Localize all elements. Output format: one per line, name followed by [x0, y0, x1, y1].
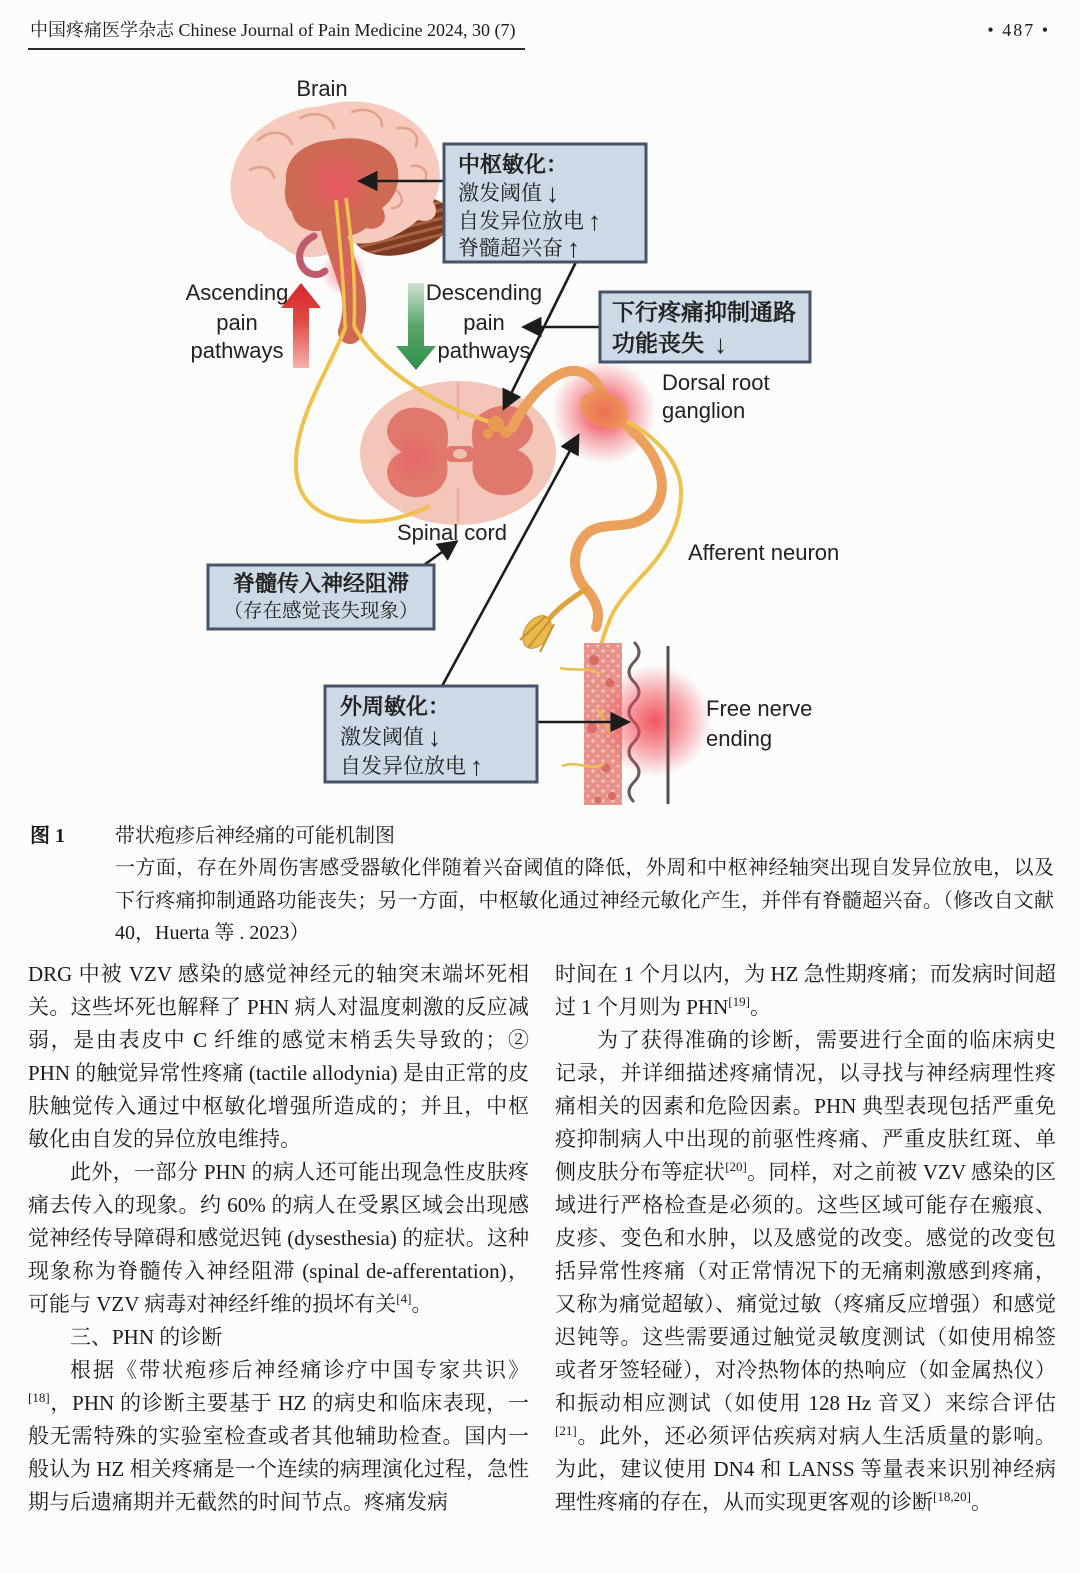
paragraph: 为了获得准确的诊断，需要进行全面的临床病史记录，并详细描述疼痛情况，以寻找与神经病理性疼痛相关的因素和危险因素。PHN 典型表现包括严重免疫抑制病人中出现的前驱性疼痛、严重皮肤红斑、单侧皮肤分布等症状[20]。同样，对之前被 VZV 感染的区域进行严格检查是必须的。这些区域可能存在瘢痕、皮疹、变色和水肿，以及感觉的改变。感觉的改变包括异常性疼痛（对正常情况下的无痛刺激感到疼痛，又称为痛觉超敏）、痛觉过敏（疼痛反应增强）和感觉迟钝等。这些需要通过触觉灵敏度测试（如使用棉签或者牙签轻碰），对冷热物体的热响应（如金属热仪）和振动相应测试（如使用 128 Hz 音叉）来综合评估[21]。此外，还必须评估疾病对病人生活质量的影响。为此，建议使用 DN4 和 LANSS 等量表来识别神经病理性疼痛的存在，从而实现更客观的诊断[18,20]。 [555, 1028, 1057, 1514]
descending-box-line1: 下行疼痛抑制通路 [612, 299, 796, 325]
descending-box-line2: 功能丧失 [612, 330, 704, 356]
paragraph: 此外，一部分 PHN 的病人还可能出现急性皮肤疼痛去传入的现象。约 60% 的病人在受累区域会出现感觉神经传导障碍和感觉迟钝 (dysesthesia) 的症状。这种现象称为脊髓传入神经阻滞 (spinal de-afferentation)，可能与 VZV 病毒对神经纤维的损坏有关[4]。 [28, 1160, 529, 1316]
free-nerve-ending-label: ending [706, 726, 773, 751]
descending-label: pathways [437, 338, 531, 363]
deaff-box-line1: 脊髓传入神经阻滞 [232, 571, 410, 596]
peripheral-sensitization-box [325, 686, 537, 782]
ascending-label: pain [216, 310, 258, 335]
page-header [28, 16, 1050, 50]
ascending-label: Ascending [185, 280, 289, 305]
page-number: • 487 • [987, 20, 1050, 40]
peripheral-box-item: 激发阈值 [340, 726, 424, 749]
brain-label: Brain [296, 76, 348, 101]
right-column [555, 958, 1056, 1519]
peripheral-box-item: 自发异位放电 [340, 755, 466, 778]
figure-caption-tag: 图 1 [30, 825, 65, 847]
paragraph: 根据《带状疱疹后神经痛诊疗中国专家共识》[18]，PHN 的诊断主要基于 HZ 的病史和临床表现，一般无需特殊的实验室检查或者其他辅助检查。国内一般认为 HZ 相关疼痛是一个连续的病理演化过程，急性期与后遗痛期并无截然的时间节点。疼痛发病 [28, 1358, 529, 1514]
article-body [28, 958, 1056, 1519]
dorsal-root-ganglion-label: Dorsal root [662, 370, 770, 395]
figure-caption [30, 820, 1054, 950]
paragraph: 时间在 1 个月以内，为 HZ 急性期疼痛；而发病时间超过 1 个月则为 PHN[19]。 [555, 962, 1056, 1019]
down-arrow-icon: ↓ [546, 178, 559, 208]
descending-label: pain [463, 310, 505, 335]
drg-glow-inner [576, 384, 632, 440]
central-box-title: 中枢敏化： [458, 152, 569, 177]
free-nerve-ending-label: Free nerve [706, 696, 813, 721]
ascending-label: pathways [190, 338, 284, 363]
central-box-item: 脊髓超兴奋 [458, 237, 563, 260]
down-arrow-icon: ↓ [714, 329, 727, 359]
dorsal-root-ganglion-label: ganglion [662, 398, 746, 423]
paragraph: DRG 中被 VZV 感染的感觉神经元的轴突末端坏死相关。这些坏死也解释了 PHN 病人对温度刺激的反应减弱，是由表皮中 C 纤维的感觉末梢丢失导致的；② PHN 的触觉异常性疼痛 (tactile allodynia) 是由正常的皮肤触觉传入通过中枢敏化增强所造成的；并且，中枢敏化由自发的异位放电维持。 [28, 962, 529, 1151]
section-heading: 三、PHN 的诊断 [70, 1325, 223, 1349]
mechanism-figure [0, 68, 1080, 818]
descending-label: Descending [425, 280, 543, 305]
journal-title: 中国疼痛医学杂志 Chinese Journal of Pain Medicine 2024, 30 (7) [28, 16, 525, 50]
spinal-cord-label: Spinal cord [396, 520, 508, 545]
central-box-item: 自发异位放电 [458, 210, 584, 233]
afferent-neuron-label: Afferent neuron [688, 540, 840, 565]
deafferentation-box [208, 565, 434, 629]
up-arrow-icon: ↑ [588, 206, 601, 236]
central-box-item: 激发阈值 [458, 182, 542, 205]
deaff-box-line2: （存在感觉丧失现象） [223, 600, 419, 622]
up-arrow-icon: ↑ [567, 233, 580, 263]
figure-caption-title: 带状疱疹后神经痛的可能机制图 [115, 825, 395, 847]
peripheral-box-title: 外周敏化： [340, 694, 451, 719]
tassel-stem [550, 589, 586, 618]
left-column [28, 958, 529, 1519]
skin-illustration [560, 642, 711, 805]
figure-caption-body: 一方面，存在外周伤害感受器敏化伴随着兴奋阈值的降低，外周和中枢神经轴突出现自发异位放电，以及下行疼痛抑制通路功能丧失；另一方面，中枢敏化通过神经元敏化产生，并伴有脊髓超兴奋。（修改自文献 40，Huerta 等 . 2023） [115, 857, 1054, 945]
central-sensitization-box [444, 144, 646, 263]
up-arrow-icon: ↑ [470, 751, 483, 781]
descending-loss-box [600, 292, 810, 362]
down-arrow-icon: ↓ [428, 722, 441, 752]
